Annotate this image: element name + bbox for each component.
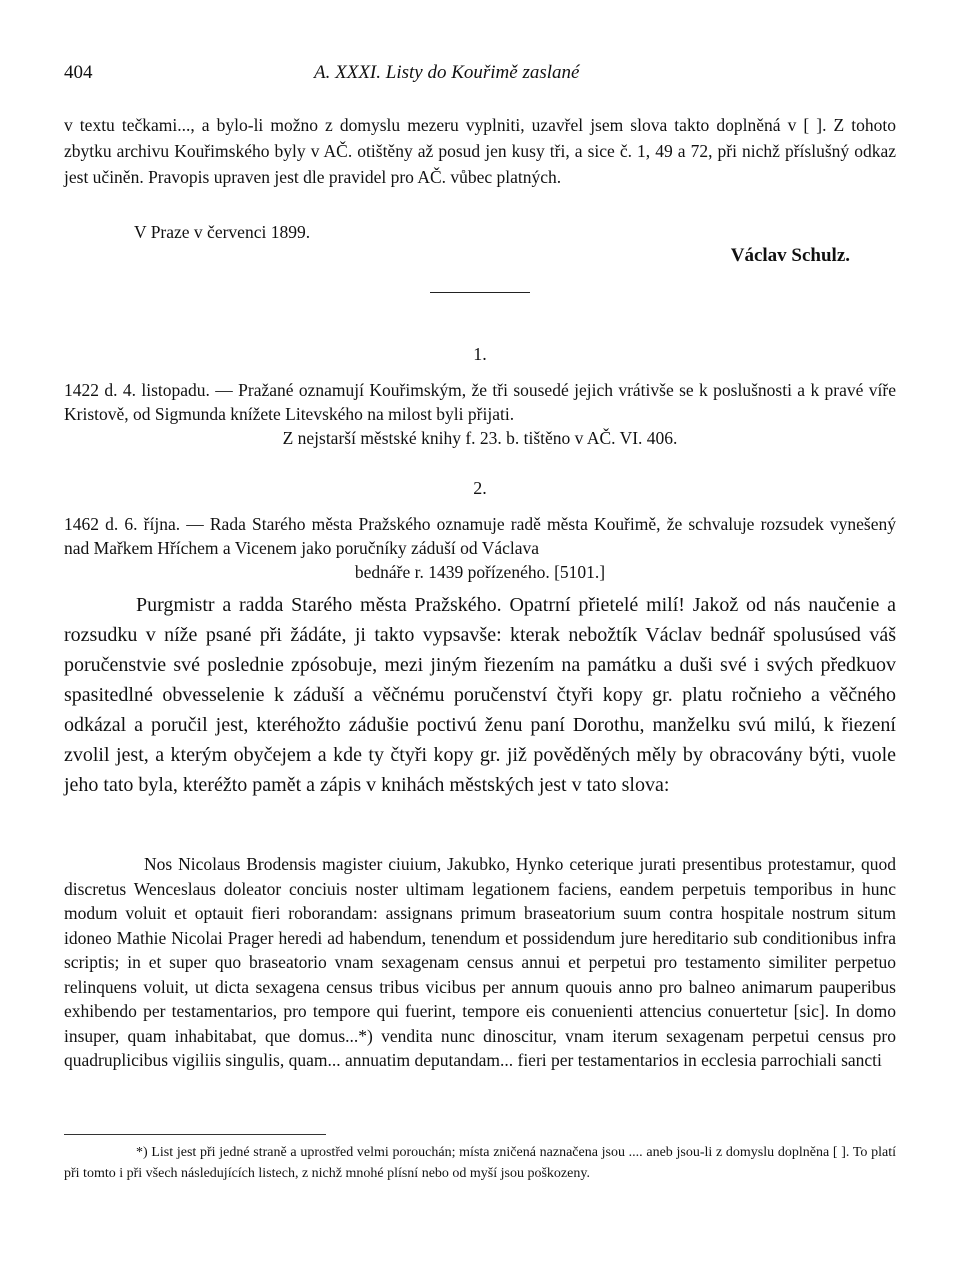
running-title: A. XXXI. Listy do Kouřimě zaslané — [314, 62, 580, 83]
regest-1 — [64, 378, 896, 450]
footnote-rule — [64, 1134, 326, 1135]
latin-text: Nos Nicolaus Brodensis magister ciuium, Jakubko, Hynko ceterique jurati presentibus protestamur, quod discretus Wenceslaus doleator conciuis noster ultimam legationem faciens, eandem perpetuis temporibus in hunc modum voluit et optauit fieri roborandam: assignans primum braseatorium suum contra hospitale nostrum situm idoneo Mathie Nicolai Prager heredi ad habendum, tenendum et possidendum jure hereditario sub conditionibus infra scriptis; in et super quo braseatorio vnam sexagenam census annui et perpetui pro testamento similiter perpetuo relinquens voluit, ut dicta sexagena census tribus vicibus per annum quouis anno pro balneo animarum pauperibus exhibendo per testamentarios, pro tempore qui fuerint, tempore eis conuenienti attencius conuertetur [sic]. In domo insuper, quam inhabitabat, que domus...*) vendita nunc dinoscitur, vnam iterum sexagenam perpetui census pro quadruplicibus vigiliis singulis, quam... annuatim deputandam... fieri per testamentarios in ecclesia parrochiali sancti — [64, 854, 896, 1070]
intro-paragraph — [64, 112, 896, 190]
letter-body — [64, 590, 896, 800]
editor-signature: Václav Schulz. — [730, 245, 850, 266]
letter-text: Purgmistr a radda Starého města Pražského. Opatrní přietelé milí! Jakož od nás naučenie a rozsudku v níže psané při žádáte, ji takto vypsavše: kterak nebožtík Václav bednář spolusúsed váš poručenstvie své poslednie zpósobuje, mezi jiným řiezením na památku a duši své i svých předkuov spasitedlné obvesselenie k záduší a věčnému poručenství čtyři kopy gr. platu ročnieho a věčného odkázal a poručil jest, kteréhožto zádušie poctivú ženu paní Dorothu, manželku svú milú, k řiezení zvolil jest, a kterým obyčejem a kde ty čtyři kopy gr. již pověděných měly by obracovány býti, vuole jeho tato byla, kteréžto pamět a zápis v knihách městských jest v tato slova: — [64, 594, 896, 796]
footnote — [64, 1142, 896, 1184]
page-header — [64, 62, 896, 92]
document-page — [64, 0, 896, 1280]
regest-1-source: Z nejstarší městské knihy f. 23. b. tištěno v AČ. VI. 406. — [282, 428, 678, 448]
intro-text: v textu tečkami..., a bylo-li možno z domyslu mezeru vyplniti, uzavřel jsem slova takto doplněná v [ ]. Z tohoto zbytku archivu Kouřimského byly v AČ. otištěny až posud jen kusy tři, a sice č. 1, 49 a 72, při nichž příslušný odkaz jest učiněn. Pravopis upraven jest dle pravidel pro AČ. vůbec platných. — [64, 115, 896, 187]
document-number-1: 1. — [473, 344, 487, 364]
section-separator — [430, 292, 530, 293]
page-number: 404 — [64, 62, 93, 83]
regest-2-summary: 1462 d. 6. října. — Rada Starého města Pražského oznamuje radě města Kouřimě, že schvaluje rozsudek vynešený nad Mařkem Hříchem a Vicenem jako poručníky záduší od Václava — [64, 514, 896, 558]
regest-2-source: bednáře r. 1439 pořízeného. [5101.] — [354, 562, 606, 582]
footnote-text: *) List jest při jedné straně a uprostřed velmi porouchán; místa zničená naznačena jsou .... aneb jsou-li z domyslu doplněna [ ]. To platí při tomto i při všech následujících listech, z nichž mnohé plísní nebo od myší jsou poškozeny. — [64, 1145, 896, 1181]
document-number-2: 2. — [473, 478, 487, 498]
regest-2 — [64, 512, 896, 584]
regest-1-summary: 1422 d. 4. listopadu. — Pražané oznamují Kouřimským, že tři sousedé jejich vrátivše se k poslušnosti a k pravé víře Kristově, od Sigmunda knížete Litevského na milost byli přijati. — [64, 380, 896, 424]
latin-record — [64, 852, 896, 1073]
date-line: V Praze v červenci 1899. — [134, 222, 311, 242]
